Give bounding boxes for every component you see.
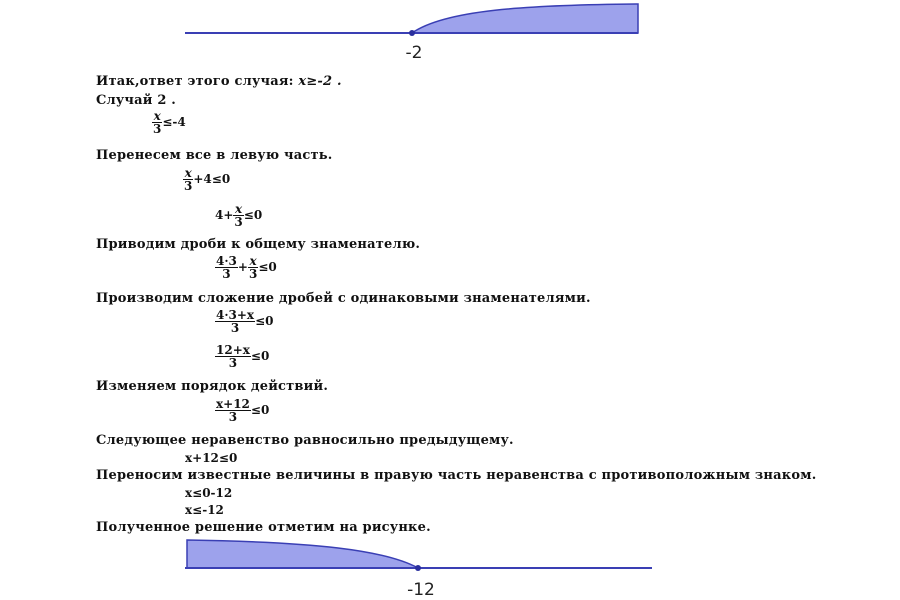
frac-num: 4·3 bbox=[216, 254, 237, 268]
top-point bbox=[409, 30, 415, 36]
top-point-label: -2 bbox=[405, 43, 423, 63]
bottom-number-line bbox=[185, 536, 655, 600]
top-shaded-region bbox=[412, 4, 638, 33]
frac-den: 3 bbox=[222, 267, 231, 281]
move-left-line: Перенесем все в левую часть. bbox=[96, 148, 333, 163]
answer-case1-expr: x≥-2 . bbox=[298, 74, 342, 89]
inequality-9: x≤0-12 bbox=[185, 486, 233, 500]
frac-den: 3 bbox=[228, 356, 238, 370]
frac-den: 3 bbox=[234, 215, 243, 229]
reorder-line: Изменяем порядок действий. bbox=[96, 379, 329, 394]
bottom-point bbox=[415, 565, 421, 571]
move-known-line: Переносим известные величины в правую часть неравенства с противоположным знаком. bbox=[96, 468, 817, 483]
plus-sign: + bbox=[237, 260, 248, 274]
inequality-rest: ≤0 bbox=[258, 260, 277, 274]
frac-num: x+12 bbox=[216, 397, 250, 411]
common-denominator-line: Приводим дроби к общему знаменателю. bbox=[96, 237, 421, 252]
inequality-rest: ≤0 bbox=[255, 314, 274, 328]
frac-num: x bbox=[153, 109, 161, 123]
frac-num: 12+x bbox=[216, 343, 250, 357]
inequality-pre: 4+ bbox=[215, 208, 234, 222]
inequality-8: x+12≤0 bbox=[185, 451, 238, 465]
frac-den: 3 bbox=[184, 179, 193, 193]
inequality-3 bbox=[215, 203, 262, 228]
case2-heading: Случай 2 . bbox=[96, 93, 177, 108]
add-fractions-line: Производим сложение дробей с одинаковыми знаменателями. bbox=[96, 291, 591, 306]
frac-num: x bbox=[235, 202, 243, 216]
frac-num: x bbox=[249, 254, 257, 268]
inequality-rest: ≤-4 bbox=[162, 115, 186, 129]
top-number-line bbox=[185, 0, 645, 66]
inequality-rest: +4≤0 bbox=[193, 172, 231, 186]
answer-case1-text: Итак,ответ этого случая: bbox=[96, 74, 294, 89]
mark-solution-line: Полученное решение отметим на рисунке. bbox=[96, 520, 431, 535]
inequality-1 bbox=[152, 110, 186, 135]
bottom-point-label: -12 bbox=[407, 580, 435, 600]
inequality-5 bbox=[215, 309, 274, 334]
frac-den: 3 bbox=[230, 321, 240, 335]
inequality-7 bbox=[215, 398, 269, 423]
inequality-4 bbox=[215, 255, 277, 280]
frac-den: 3 bbox=[153, 122, 162, 136]
bottom-shaded-region bbox=[187, 540, 418, 568]
frac-den: 3 bbox=[228, 410, 238, 424]
equivalent-line: Следующее неравенство равносильно предыдущему. bbox=[96, 433, 514, 448]
inequality-rest: ≤0 bbox=[243, 208, 263, 222]
frac-num: 4·3+x bbox=[216, 308, 255, 322]
inequality-rest: ≤0 bbox=[250, 349, 270, 363]
answer-case1-line bbox=[96, 74, 342, 89]
inequality-rest: ≤0 bbox=[250, 403, 270, 417]
inequality-2 bbox=[183, 167, 230, 192]
inequality-6 bbox=[215, 344, 269, 369]
inequality-10: x≤-12 bbox=[185, 503, 224, 517]
frac-num: x bbox=[184, 166, 192, 180]
frac-den: 3 bbox=[248, 267, 258, 281]
